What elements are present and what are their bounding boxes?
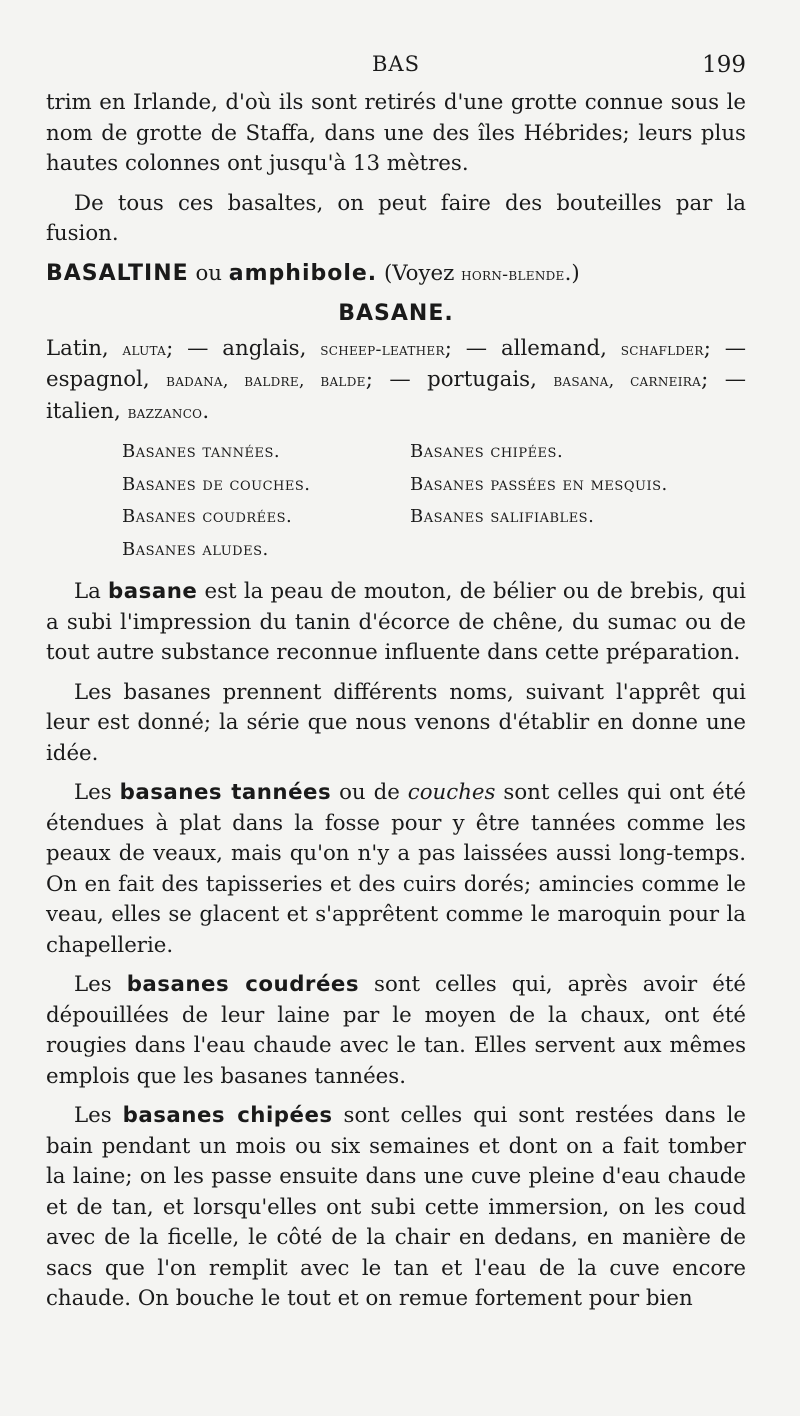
- paragraph-basalte-end: trim en Irlande, d'où ils sont retirés d'une grotte connue sous le nom de grotte de Staffa, dans une des îles Hébrides; leurs plus hautes colonnes ont jusqu'à 13 mètres.: [46, 90, 746, 176]
- translation-text: ; — portugais,: [365, 367, 554, 392]
- basaltine-mid: ou: [188, 260, 229, 286]
- term-basaltine: BASALTINE: [46, 260, 189, 286]
- tannees-text: sont celles qui ont été étendues à plat dans la fosse pour y être tannées comme les peaux de veaux, mais qu'on n'y a pas laissées aussi long-temps. On en fait des tapisseries et des cuirs dorés; amincies comme le veau, elles se glacent et s'apprêtent comme le maroquin pour la chapellerie.: [46, 780, 746, 958]
- tannees-text: ou de: [331, 780, 408, 805]
- type-item: Basanes chipées.: [410, 441, 564, 462]
- page-body: [46, 88, 746, 1324]
- type-item: Basanes aludes.: [122, 538, 269, 560]
- type-item: Basanes de couches.: [122, 473, 311, 495]
- coudrees-text: sont celles qui, après avoir été dépouillées de leur laine par le moyen de la chaux, ont été rougies dans l'eau chaude avec le tan. Elles servent aux mêmes emplois que les basanes tannées.: [46, 972, 746, 1089]
- type-item: Basanes coudrées.: [122, 506, 293, 527]
- paragraph-noms: Les basanes prennent différents noms, suivant l'apprêt qui leur est donné; la série que nous venons d'établir en donne une idée.: [46, 679, 746, 766]
- paragraph-definition: [46, 577, 746, 669]
- basane-types-list: [122, 437, 746, 565]
- term-basane: basane: [108, 579, 198, 604]
- translation-english: scheep-leather: [320, 339, 445, 360]
- translation-text: Latin,: [46, 335, 123, 361]
- italic-couches: couches: [407, 780, 496, 805]
- entry-basaltine: [46, 259, 746, 291]
- coudrees-text: Les: [74, 972, 127, 997]
- paragraph-coudrees: [46, 970, 746, 1092]
- paragraph-chipees: [46, 1101, 746, 1315]
- paragraph-translations: [46, 334, 746, 429]
- translation-text: ; — anglais,: [166, 335, 321, 361]
- term-basanes-tannees: basanes tannées: [119, 780, 332, 805]
- translation-text: ; — espagnol,: [46, 335, 746, 392]
- basaltine-open: (Voyez: [377, 260, 462, 286]
- running-head: BAS: [372, 52, 420, 76]
- basaltine-close: .): [564, 260, 580, 286]
- tannees-text: Les: [74, 780, 120, 805]
- translation-spanish: badana, baldre, balde: [166, 371, 366, 391]
- paragraph-tannees: [46, 778, 746, 961]
- chipees-text: Les: [74, 1103, 123, 1128]
- translation-latin: aluta: [122, 339, 167, 360]
- type-item: Basanes salifiables.: [410, 506, 595, 527]
- translation-italian: bazzanco: [127, 402, 203, 423]
- translation-text: ; — italien,: [46, 367, 747, 424]
- term-amphibole: amphibole.: [228, 260, 378, 286]
- definition-text: est la peau de mouton, de bélier ou de brebis, qui a subi l'impression du tanin d'écorce de chêne, du sumac ou de tout autre substance reconnue influente dans cette préparation.: [46, 579, 746, 665]
- chipees-text: sont celles qui sont restées dans le bain pendant un mois ou six semaines et dont on a fait tomber la laine; on les passe ensuite dans une cuve pleine d'eau chaude et de tan, et lorsqu'elles ont subi cette immersion, on les coud avec de la ficelle, le côté de la chair en dedans, en manière de sacs que l'on remplit avec le tan et l'eau de la cuve encore chaude. On bouche le tout et on remue fortement pour bien: [46, 1103, 746, 1311]
- type-item: Basanes tannées.: [122, 441, 281, 462]
- translation-text: .: [202, 398, 210, 424]
- page-number: 199: [702, 52, 746, 78]
- type-item: Basanes passées en mesquis.: [410, 473, 668, 495]
- translation-text: ; — allemand,: [444, 335, 621, 361]
- paragraph-bouteilles: De tous ces basaltes, on peut faire des bouteilles par la fusion.: [46, 190, 746, 246]
- section-title-basane: BASANE.: [338, 301, 454, 326]
- ref-horn-blende: horn-blende: [461, 264, 565, 285]
- term-basanes-chipees: basanes chipées: [122, 1103, 333, 1128]
- page-header: [46, 52, 746, 82]
- term-basanes-coudrees: basanes coudrées: [126, 972, 360, 997]
- translation-german: schaflder: [620, 339, 704, 360]
- definition-text: La: [74, 579, 109, 604]
- translation-portuguese: basana, carneira: [553, 371, 702, 391]
